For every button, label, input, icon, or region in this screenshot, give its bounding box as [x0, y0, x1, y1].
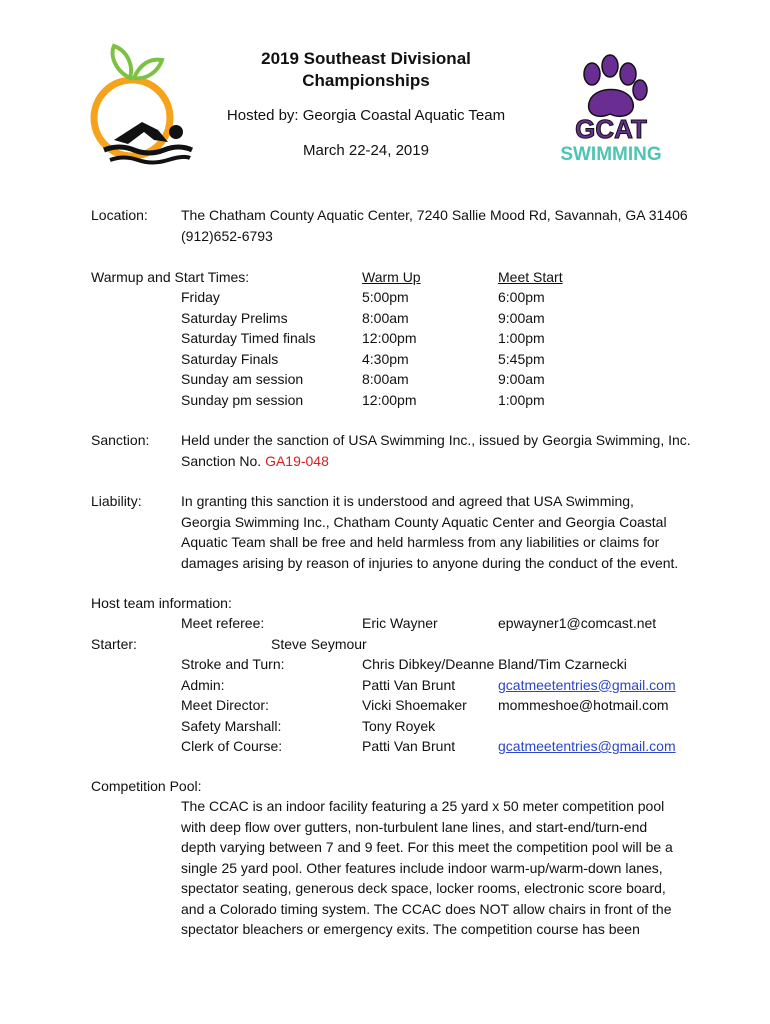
right-leaf-icon [134, 60, 162, 79]
meet-director-name: Vicki Shoemaker [362, 697, 467, 713]
orange-ring-icon [94, 80, 170, 156]
safety-marshall-label: Safety Marshall: [181, 717, 282, 734]
pool-description-line: The CCAC is an indoor facility featuring a 25 yard x 50 meter competition pool [181, 798, 665, 814]
gcat-swimming-logo [552, 50, 670, 168]
schedule-warmup: 12:00pm [362, 330, 417, 346]
paw-print-icon [584, 55, 647, 116]
stroke-turn-names: Chris Dibkey/Deanne Bland/Tim Czarnecki [362, 656, 627, 672]
schedule-label: Warmup and Start Times: [91, 269, 250, 285]
sanction-number-line [181, 451, 329, 471]
water-wave-2-icon [110, 157, 190, 163]
swimming-text: SWIMMING [560, 144, 662, 165]
host-info-label: Host team information: [91, 595, 232, 611]
liability-label: Liability: [91, 493, 142, 509]
clerk-email-link[interactable]: gcatmeetentries@gmail.com [498, 738, 676, 754]
clerk-of-course-label: Clerk of Course: [181, 738, 283, 754]
meet-referee-label: Meet referee: [181, 615, 265, 631]
schedule-session: Saturday Timed finals [181, 330, 316, 346]
swimmer-body-icon [114, 122, 168, 144]
meet-title-line2: Championships [302, 71, 430, 90]
liability-line: In granting this sanction it is understood and agreed that USA Swimming, [181, 493, 634, 509]
location-label: Location: [91, 207, 148, 223]
schedule-start: 1:00pm [498, 330, 545, 346]
meet-start-column-header: Meet Start [498, 269, 563, 285]
pool-description-line: with deep flow over gutters, non-turbulent lane lines, and start-end/turn-end [181, 818, 648, 835]
location-address: The Chatham County Aquatic Center, 7240 Sallie Mood Rd, Savannah, GA 31406 [181, 207, 688, 223]
schedule-start: 5:45pm [498, 350, 545, 367]
admin-label: Admin: [181, 676, 225, 693]
orange-swimmer-logo [84, 40, 194, 170]
pool-description-line: spectator bleachers or emergency exits. The competition course has been [181, 921, 640, 937]
sanction-text: Held under the sanction of USA Swimming Inc., issued by Georgia Swimming, Inc. [181, 432, 691, 448]
liability-line: Georgia Swimming Inc., Chatham County Aquatic Center and Georgia Coastal [181, 513, 667, 530]
stroke-turn-label: Stroke and Turn: [181, 656, 285, 672]
meet-director-label: Meet Director: [181, 697, 269, 713]
pool-description-line: single 25 yard pool. Other features include indoor warm-up/warm-down lanes, [181, 859, 663, 876]
competition-pool-label: Competition Pool: [91, 778, 202, 794]
pool-description-line: and a Colorado timing system. The CCAC does NOT allow chairs in front of the [181, 900, 672, 917]
warmup-column-header: Warm Up [362, 269, 421, 285]
meet-title-line1: 2019 Southeast Divisional [261, 49, 471, 68]
schedule-start: 6:00pm [498, 289, 545, 305]
left-leaf-icon [113, 46, 131, 78]
schedule-warmup: 5:00pm [362, 289, 409, 305]
liability-line: Aquatic Team shall be free and held harmless from any liabilities or claims for [181, 534, 660, 550]
swimmer-head-icon [169, 125, 183, 139]
safety-marshall-name: Tony Royek [362, 717, 436, 734]
schedule-start: 9:00am [498, 371, 545, 387]
schedule-session: Saturday Finals [181, 350, 279, 367]
pool-description-line: spectator seating, generous deck space, locker rooms, electronic score board, [181, 880, 666, 896]
meet-referee-name: Eric Wayner [362, 615, 438, 631]
liability-line: damages arising by reason of injuries to anyone during the conduct of the event. [181, 554, 679, 571]
admin-name: Patti Van Brunt [362, 676, 456, 693]
schedule-warmup: 4:30pm [362, 350, 409, 367]
schedule-warmup: 8:00am [362, 309, 409, 326]
schedule-session: Sunday pm session [181, 391, 304, 408]
clerk-of-course-name: Patti Van Brunt [362, 738, 456, 754]
sanction-label: Sanction: [91, 432, 150, 448]
schedule-warmup: 12:00pm [362, 391, 417, 408]
schedule-warmup: 8:00am [362, 371, 409, 387]
admin-email-link[interactable]: gcatmeetentries@gmail.com [498, 676, 676, 693]
pool-description-line: depth varying between 7 and 9 feet. For this meet the competition pool will be a [181, 839, 673, 855]
schedule-start: 9:00am [498, 309, 545, 326]
gcat-text: GCAT [575, 114, 647, 144]
schedule-session: Sunday am session [181, 371, 304, 387]
meet-dates: March 22-24, 2019 [303, 142, 429, 159]
starter-name: Steve Seymour [271, 635, 367, 652]
meet-director-email: mommeshoe@hotmail.com [498, 697, 669, 713]
hosted-by: Hosted by: Georgia Coastal Aquatic Team [226, 107, 506, 124]
schedule-session: Saturday Prelims [181, 309, 288, 326]
location-phone: (912)652-6793 [181, 228, 273, 244]
sanction-number: GA19-048 [265, 453, 329, 469]
schedule-start: 1:00pm [498, 391, 545, 408]
meet-referee-email: epwayner1@comcast.net [498, 615, 657, 631]
starter-label: Starter: [91, 635, 137, 652]
schedule-session: Friday [181, 289, 220, 305]
sanction-number-prefix: Sanction No. [181, 453, 266, 469]
